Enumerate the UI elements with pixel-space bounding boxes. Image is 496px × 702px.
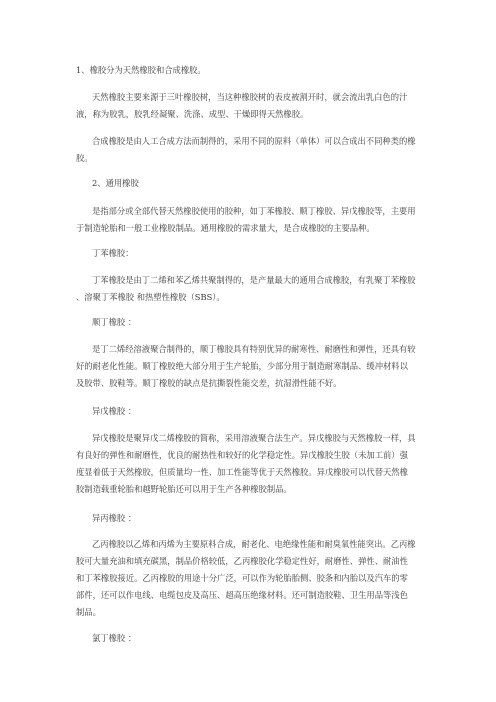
heading-sbr: 丁苯橡胶：	[92, 248, 134, 258]
paragraph-natural-rubber: 天然橡胶主要来源于三叶橡胶树，当这种橡胶树的表皮被割开时，就会流出乳白色的汁液，称为胶乳，胶乳经凝聚、洗涤、成型、干燥即得天然橡胶。	[76, 92, 408, 119]
paragraph-br: 是丁二烯经溶液聚合制得的，顺丁橡胶具有特别优异的耐寒性、耐磨性和弹性，还具有较好的耐老化性能。顺丁橡胶绝大部分用于生产轮胎，少部分用于制造耐寒制品、缓冲材料以及胶带、胶鞋等。顺丁橡胶的缺点是抗撕裂性能交差，抗湿滑性能不好。	[76, 344, 416, 388]
paragraph-synthetic-rubber: 合成橡胶是由人工合成方法而制得的，采用不同的原料（单体）可以合成出不同种类的橡胶。	[76, 136, 416, 163]
paragraph-sbr: 丁苯橡胶是由丁二烯和苯乙烯共聚制得的，是产量最大的通用合成橡胶，有乳聚丁苯橡胶 、溶聚丁苯橡胶 和热塑性橡胶（SBS）。	[76, 275, 416, 302]
heading-br: 顺丁橡胶 ：	[92, 317, 137, 327]
paragraph-epr: 乙丙橡胶以乙烯和丙烯为主要原料合成，耐老化、电绝缘性能和耐臭氧性能突出。乙丙橡胶可大量充油和填充碳黑，制品价格较低，乙丙橡胶化学稳定性好，耐磨性、弹性、耐油性和丁苯橡胶接近。乙丙橡胶的用途十分广泛，可以作为轮胎胎侧、胶条和内胎以及汽车的零部件，还可以作电线、电缆包皮及高压、超高压绝缘材料。还可制造胶鞋、卫生用品等浅色制品。	[76, 539, 416, 617]
section-heading-1: 1、橡胶分为天然橡胶和合成橡胶。	[76, 65, 206, 75]
heading-ir: 异戊橡胶 ：	[92, 406, 137, 416]
paragraph-ir: 异戊橡胶是聚异戊二烯橡胶的简称，采用溶液聚合法生产。异戊橡胶与天然橡胶一样，具有良好的弹性和耐磨性，优良的耐热性和较好的化学稳定性。异戊橡胶生胶（未加工前）强度显着低于天然橡胶，但质量均一性、加工性能等优于天然橡胶。异戊橡胶可以代替天然橡胶制造载重轮胎和越野轮胎还可以用于生产各种橡胶制品。	[76, 433, 416, 494]
heading-cr: 氯丁橡胶 ：	[92, 633, 137, 643]
paragraph-general-rubber: 是指部分或全部代替天然橡胶使用的胶种，如丁苯橡胶、顺丁橡胶、异戊橡胶等，主要用于制造轮胎和一般工业橡胶制品。通用橡胶的需求量大，是合成橡胶的主要品种。	[76, 206, 416, 233]
heading-epr: 异丙橡胶 ：	[92, 513, 137, 523]
section-heading-2: 2、通用橡胶	[92, 178, 139, 188]
